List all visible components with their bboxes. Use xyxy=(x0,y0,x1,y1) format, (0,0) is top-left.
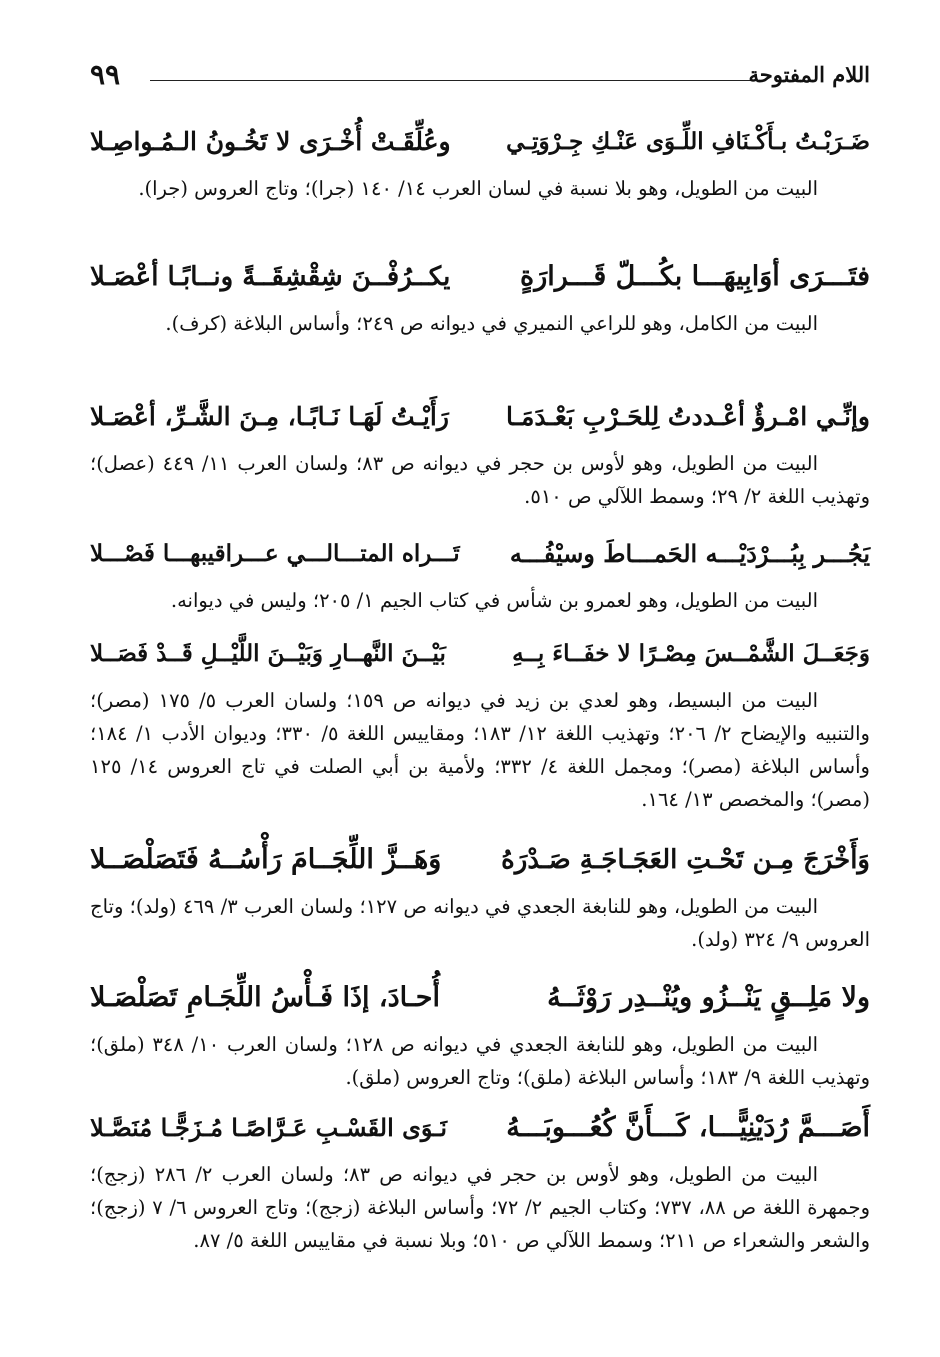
verse-note: البيت من الكامل، وهو للراعي النميري في ديوانه ص ٢٤٩؛ وأساس البلاغة (كرف). xyxy=(165,312,818,335)
verse-line xyxy=(90,630,870,680)
verse-entry xyxy=(90,253,870,340)
verse-first-hemistich: وإنِّـي امْـرؤٌ أعْـددتُ لِلحَـرْبِ بَعْـدَمَـا xyxy=(506,402,870,431)
verse-line xyxy=(90,836,870,886)
page-header xyxy=(90,58,870,98)
verse-line xyxy=(90,974,870,1024)
verse-note: البيت من الطويل، وهو بلا نسبة في لسان العرب ١٤/ ١٤٠ (جرا)؛ وتاج العروس (جرا). xyxy=(138,177,818,200)
verse-line xyxy=(90,530,870,580)
verse-second-hemistich: وعُلِّقَـتْ أُخْـرَى لا تَخُـونُ الـمُـواصِـلا xyxy=(90,127,451,156)
verse-line xyxy=(90,393,870,443)
verse-line xyxy=(90,1104,870,1154)
verse-first-hemistich: يَجُـــر بِبُـــرْدَيْـــه الحَمـــاطَ وسيْفُـــه xyxy=(509,539,870,568)
verse-line xyxy=(90,253,870,303)
verse-first-hemistich: وَأَخْرَجَ مِـن تَحْـتِ العَجَـاجَـةِ صَـدْرَهُ xyxy=(501,845,870,875)
header-rule xyxy=(150,80,760,81)
verse-first-hemistich: فتَـــرَى أوَابِيهَـــا بكُـــلّ قَـــرارَةٍ xyxy=(520,261,870,292)
verse-entry xyxy=(90,393,870,513)
verse-note: البيت من البسيط، وهو لعدي بن زيد في ديوانه ص ١٥٩؛ ولسان العرب ٥/ ١٧٥ (مصر)؛ والتنبيه والإيضاح ٢/ ٢٠٦؛ وتهذيب اللغة ١٢/ ١٨٣؛ ومقاييس اللغة ٥/ ٣٣٠؛ وديوان الأدب ١/ ١٨٤؛ وأساس البلاغة (مصر)؛ ومجمل اللغة ٤/ ٣٣٢؛ ولأمية بن أبي الصلت في تاج العروس ١٤/ ١٢٥ (مصر)؛ والمخصص ١٣/ ١٦٤. xyxy=(90,689,870,811)
verse-first-hemistich: وَجَعَــلَ الشَّمْــسَ مِصْـرًا لا خفَــاءَ بِــهِ xyxy=(512,640,870,667)
verse-second-hemistich: أُحـادَ، إذَا فَـأْسُ اللِّجَـامِ تَصَلْصَـلا xyxy=(90,982,440,1013)
verse-note: البيت من الطويل، وهو للنابغة الجعدي في ديوانه ص ١٢٨؛ ولسان العرب ١٠/ ٣٤٨ (ملق)؛ وتهذيب اللغة ٩/ ١٨٣؛ وأساس البلاغة (ملق)؛ وتاج العروس (ملق). xyxy=(90,1033,870,1089)
verse-second-hemistich: يكــرُفْــنَ شِقْشِقَــةً ونــابًـا أعْصَـلا xyxy=(90,262,451,292)
verse-note: البيت من الطويل، وهو لعمرو بن شأس في كتاب الجيم ١/ ٢٠٥؛ وليس في ديوانه. xyxy=(170,589,818,612)
verse-first-hemistich: ضَـرَبْـتُ بـأَكْـنَافِ اللِّـوَى عَنْـكِ جِـرْوَتِـي xyxy=(506,128,870,155)
verse-entry xyxy=(90,630,870,816)
verse-line xyxy=(90,118,870,168)
page-number: ٩٩ xyxy=(90,58,121,91)
verse-first-hemistich: ولا مَلِــقٍ يَنْــزُو ويُنْــدِر رَوْثَــهُ xyxy=(547,982,870,1013)
verse-note: البيت من الطويل، وهو لأوس بن حجر في ديوانه ص ٨٣؛ ولسان العرب ٢/ ٢٨٦ (زجج)؛ وجمهرة اللغة ص ٨٨، ٧٣٧؛ وكتاب الجيم ٢/ ٧٢؛ وأساس البلاغة (زجج)؛ وتاج العروس ٦/ ٧ (زجج)؛ والشعر والشعراء ص ٢١١؛ وسمط اللآلي ص ٥١٠؛ وبلا نسبة في مقاييس اللغة ٥/ ٨٧. xyxy=(90,1163,870,1252)
verse-second-hemistich: رَأَيْـتُ لَهَـا نَـابًـا، مِـنَ الشَّـرِّ، أعْصَـلا xyxy=(90,402,449,431)
running-title: اللام المفتوحة xyxy=(748,62,870,87)
verse-second-hemistich: تَـــراه المتـــالـــي عـــراقيبهـــا فَصْـــلا xyxy=(90,540,460,567)
verse-first-hemistich: أَصَـــمَّ رُدَيْنِيًّـــا، كَـــأَنَّ كُعُـــوبَـــهُ xyxy=(506,1112,870,1143)
verse-second-hemistich: وَهَــزَّ اللِّجَــامَ رَأْسُــهُ فَتَصَلْصَــلا xyxy=(90,844,442,875)
verse-note: البيت من الطويل، وهو للنابغة الجعدي في ديوانه ص ١٢٧؛ ولسان العرب ٣/ ٤٦٩ (ولد)؛ وتاج العروس ٩/ ٣٢٤ (ولد). xyxy=(90,895,870,951)
verse-entry xyxy=(90,1104,870,1257)
verse-entry xyxy=(90,530,870,617)
verse-second-hemistich: بَيْــنَ النَّهــارِ وَبَيْــنَ اللَّيْــلِ قَــدْ فَصَــلا xyxy=(90,640,446,667)
verse-entry xyxy=(90,974,870,1094)
verse-entry xyxy=(90,836,870,956)
verse-entry xyxy=(90,118,870,205)
verse-note: البيت من الطويل، وهو لأوس بن حجر في ديوانه ص ٨٣؛ ولسان العرب ١١/ ٤٤٩ (عصل)؛ وتهذيب اللغة ٢/ ٢٩؛ وسمط اللآلي ص ٥١٠. xyxy=(90,452,870,508)
verse-second-hemistich: نَـوَى القَسْـبِ عَـرَّاصًـا مُـزَجًّـا مُنَصَّـلا xyxy=(90,1113,447,1142)
